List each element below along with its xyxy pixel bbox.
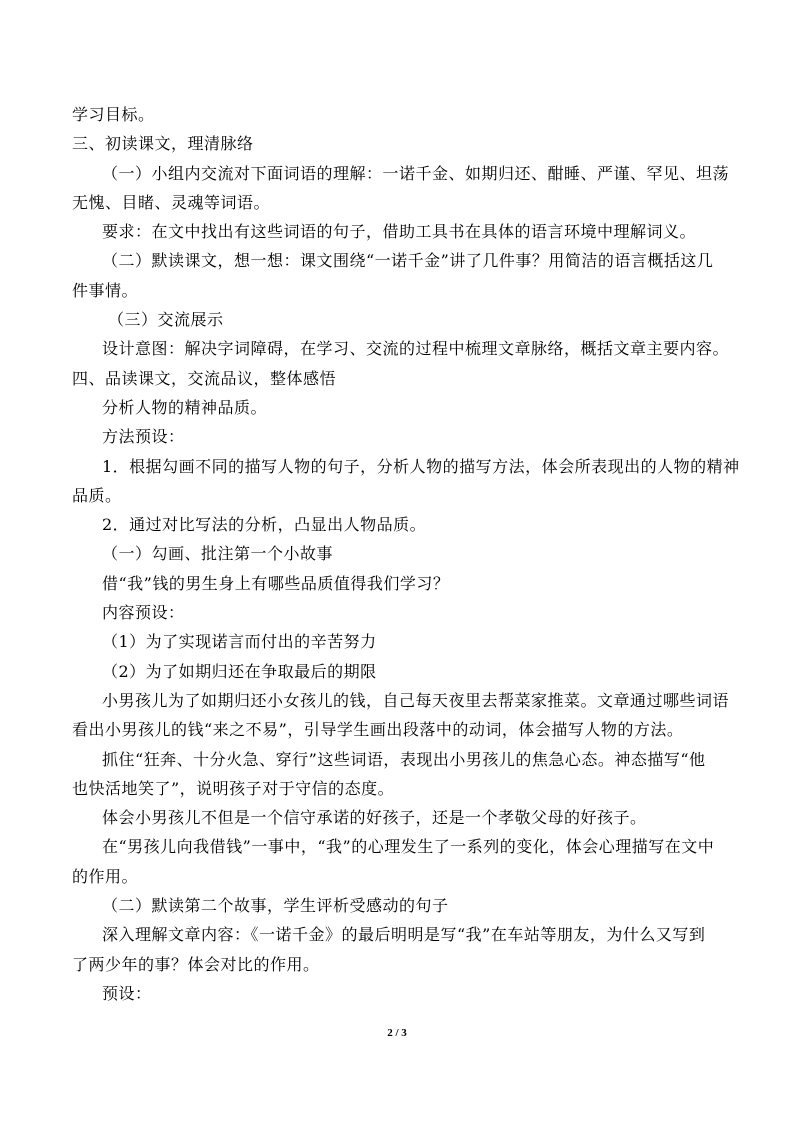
text-line: 抓住“狂奔、十分火急、穿行”这些词语，表现出小男孩儿的焦急心态。神态描写“他	[102, 749, 706, 769]
text-line: 设计意图：解决字词障碍，在学习、交流的过程中梳理文章脉络，概括文章主要内容。	[102, 339, 730, 359]
document-body	[72, 100, 740, 1008]
text-line: 学习目标。	[72, 105, 155, 124]
text-line: 也快活地笑了”，说明孩子对于守信的态度。	[72, 778, 395, 798]
text-line: 的作用。	[72, 866, 139, 886]
text-line: 小男孩儿为了如期归还小女孩儿的钱，自己每天夜里去帮菜家推菜。文章通过哪些词语	[102, 690, 730, 710]
text-line: （一）小组内交流对下面词语的理解：一诺千金、如期归还、酣睡、严谨、罕见、坦荡	[102, 163, 730, 183]
text-line: 1．根据勾画不同的描写人物的句子，分析人物的描写方法，体会所表现出的人物的精神	[102, 456, 740, 476]
text-line: 预设：	[102, 983, 152, 1003]
text-line: 体会小男孩儿不但是一个信守承诺的好孩子，还是一个孝敬父母的好孩子。	[102, 808, 647, 828]
text-line: 深入理解文章内容：《一诺千金》的最后明明是写“我”在车站等朋友，为什么又写到	[102, 925, 706, 945]
text-line: 内容预设：	[102, 603, 185, 623]
text-line: （二）默读第二个故事，学生评析受感动的句子	[102, 896, 449, 916]
text-line: 看出小男孩儿的钱“来之不易”，引导学生画出段落中的动词，体会描写人物的方法。	[72, 720, 684, 740]
text-line: 借“我”钱的男生身上有哪些品质值得我们学习？	[102, 573, 450, 593]
text-line: 无愧、目睹、灵魂等词语。	[72, 192, 271, 212]
text-line: 方法预设：	[102, 427, 185, 447]
text-line: （二）默读课文，想一想：课文围绕“一诺千金”讲了几件事？用简洁的语言概括这几	[102, 251, 714, 271]
text-line: 件事情。	[72, 280, 139, 300]
text-line: （1）为了实现诺言而付出的辛苦努力	[102, 632, 377, 652]
text-line: （2）为了如期归还在争取最后的期限	[102, 661, 377, 681]
text-line: 分析人物的精神品质。	[102, 397, 268, 417]
text-line: 2．通过对比写法的分析，凸显出人物品质。	[102, 515, 427, 535]
text-line: 在“男孩儿向我借钱”一事中，“我”的心理发生了一系列的变化，体会心理描写在文中	[102, 837, 715, 857]
page-number: 2 / 3	[387, 1027, 407, 1039]
text-line: 了两少年的事？体会对比的作用。	[72, 954, 320, 974]
section-heading: 四、品读课文，交流品议，整体感悟	[72, 368, 337, 388]
text-line: （一）勾画、批注第一个小故事	[102, 544, 334, 564]
text-line: （三）交流展示	[108, 310, 224, 330]
section-heading: 三、初读课文，理清脉络	[72, 134, 254, 154]
text-line: 品质。	[72, 485, 122, 505]
text-line: 要求：在文中找出有这些词语的句子，借助工具书在具体的语言环境中理解词义。	[102, 222, 697, 242]
